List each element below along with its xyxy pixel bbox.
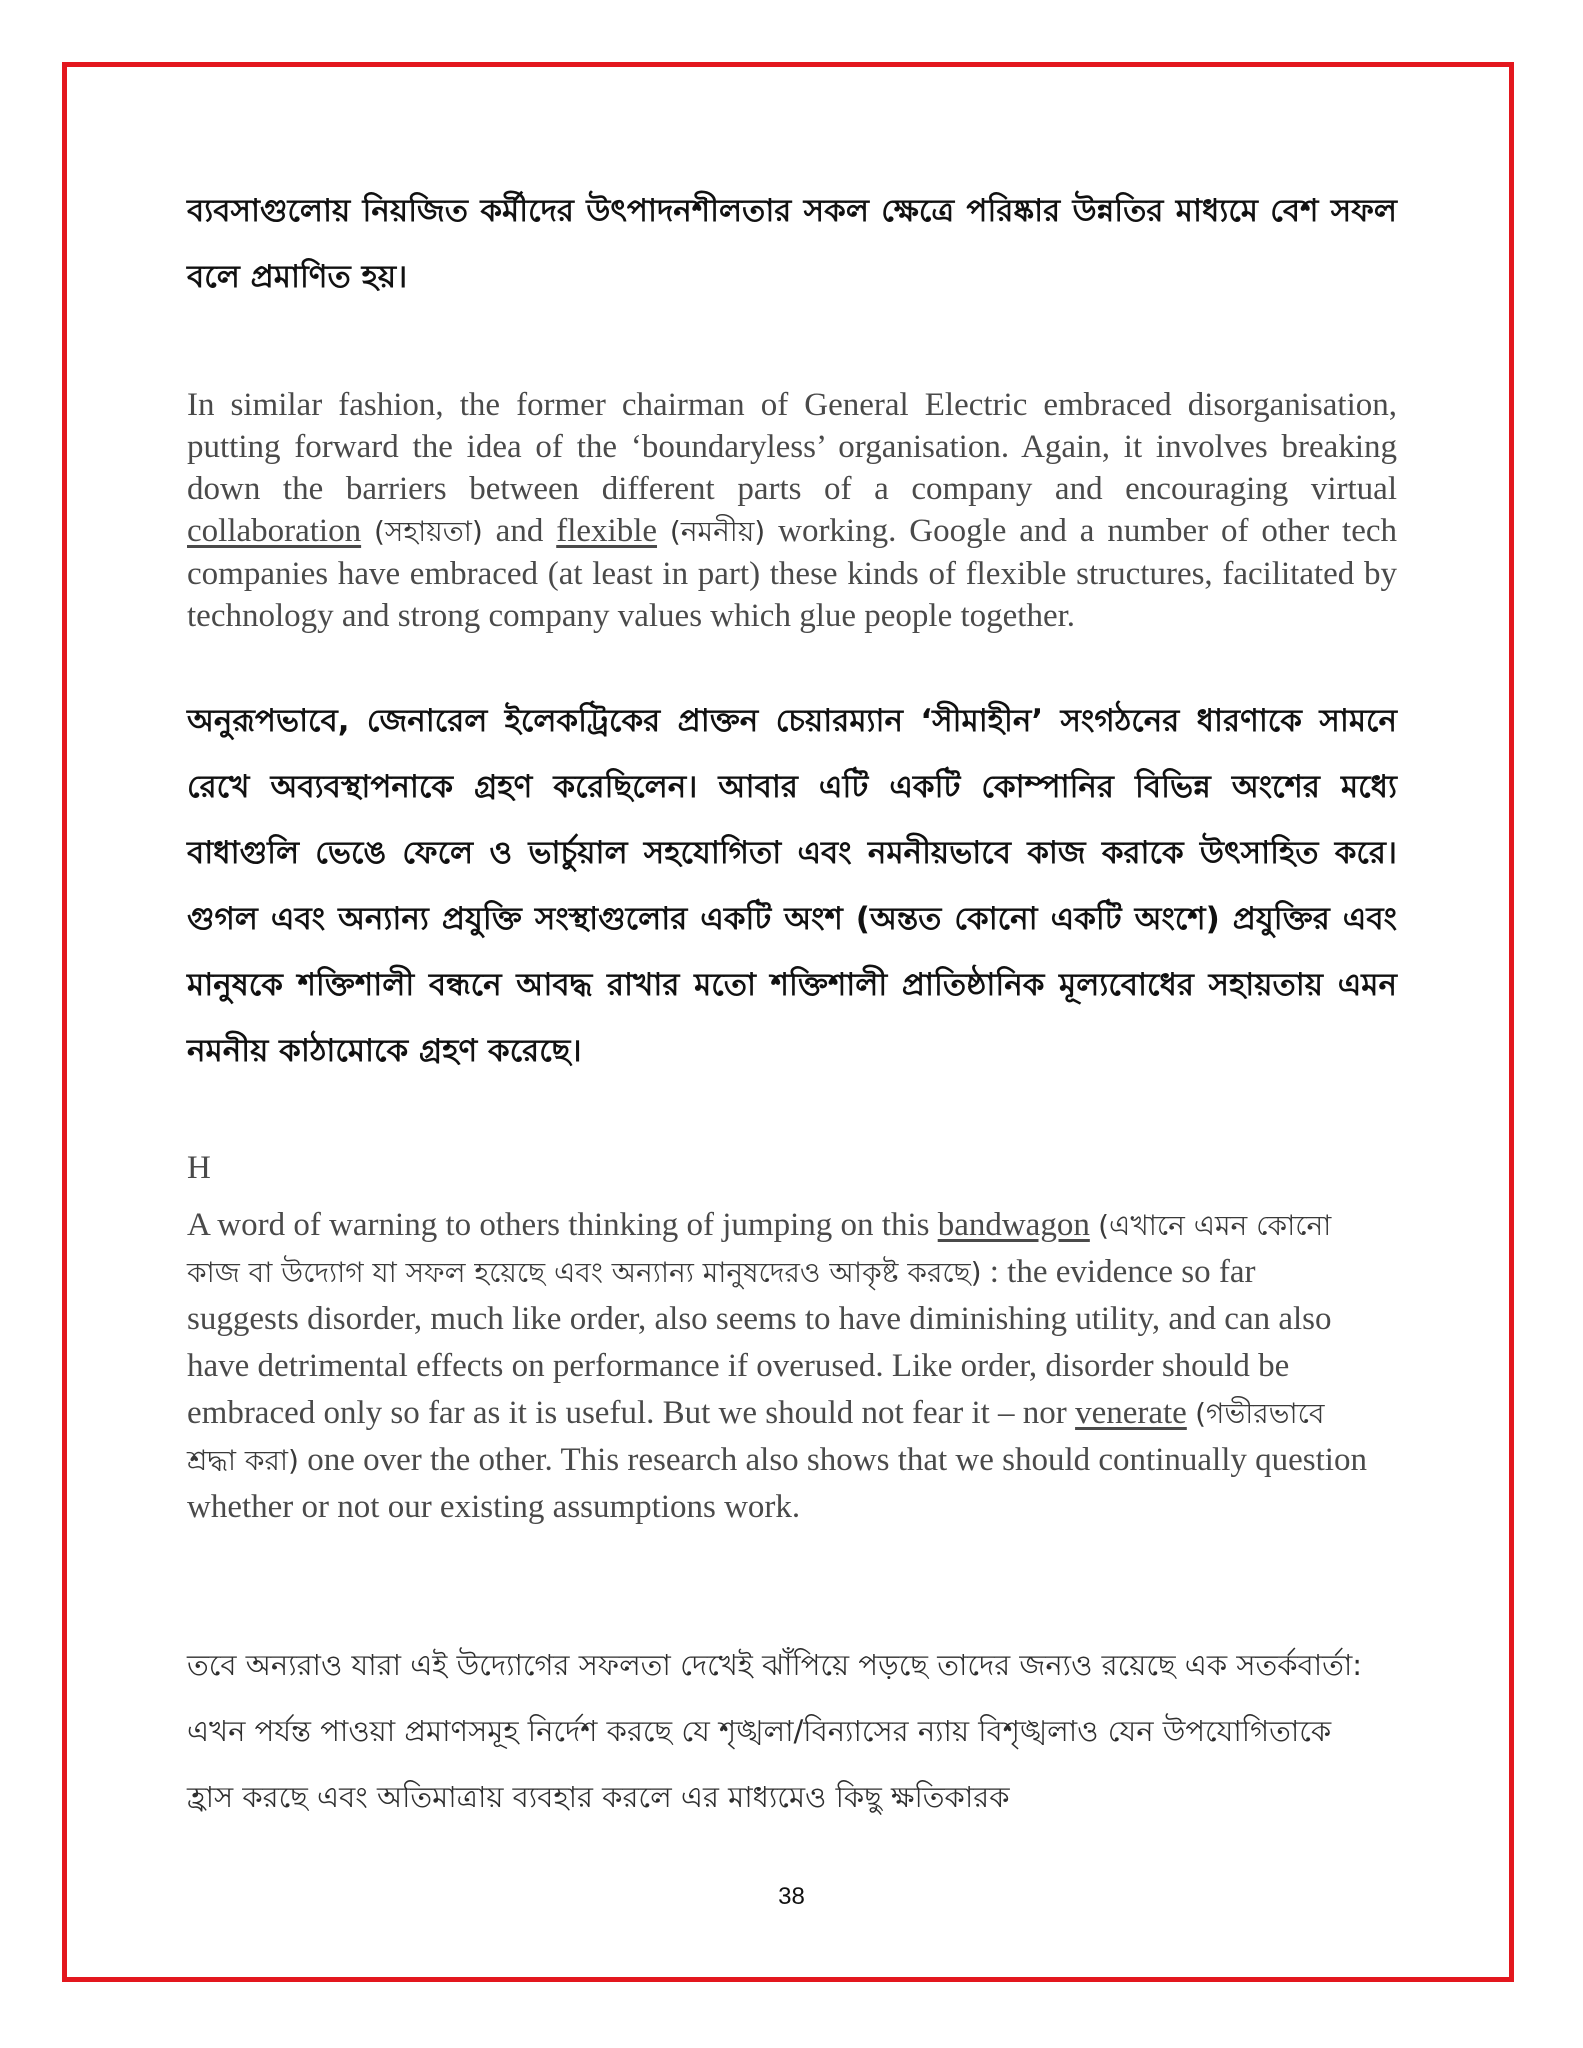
paragraph-text: one over the other. This research also shows that we should continually question whether or not our existing assumptions work. — [187, 1442, 1367, 1525]
paragraph-english-section-h — [187, 1202, 1367, 1531]
paragraph-english-general-electric — [187, 384, 1397, 637]
page-number: 38 — [778, 1883, 805, 1910]
paragraph-text: working. Google and a number of other tech companies have embraced (at least in part) these kinds of flexible structures, facilitated by technology and strong company values which glue people together. — [187, 513, 1398, 634]
vocab-gloss-flexible: (নমনীয়) — [669, 515, 766, 548]
vocab-gloss-collaboration: (সহায়তা) — [374, 515, 483, 548]
paragraph-text: In similar fashion, the former chairman of General Electric embraced disorganisation, putting forward the idea of the ‘boundaryless’ organisation. Again, it involves breaking down the barriers between different parts of a company and encouraging virtual — [187, 387, 1397, 507]
vocab-term-bandwagon: bandwagon — [937, 1207, 1090, 1243]
vocab-term-venerate: venerate — [1075, 1395, 1187, 1431]
paragraph-bengali-intro: ব্যবসাগুলোয় নিয়জিত কর্মীদের উৎপাদনশীলতার সকল ক্ষেত্রে পরিষ্কার উন্নতির মাধ্যমে বেশ সফল বলে প্রমাণিত হয়। — [187, 193, 1397, 295]
vocab-term-flexible: flexible — [556, 513, 658, 549]
vocab-gloss-bandwagon: (এখানে এমন কোনো কাজ বা উদ্যোগ যা সফল হয়েছে এবং অন্যান্য মানুষদেরও আকৃষ্ট করছে) — [187, 1209, 1332, 1289]
paragraph-text: : the evidence so far suggests disorder, much like order, also seems to have diminishing utility, and can also have detrimental effects on performance if overused. Like order, disorder should be embraced only so far as it is useful. But we should not fear it – nor — [187, 1254, 1332, 1431]
vocab-term-collaboration: collaboration — [187, 513, 362, 549]
section-letter-h: H — [187, 1150, 211, 1186]
paragraph-text: and — [482, 513, 557, 549]
vocab-gloss-venerate: (গভীরভাবে শ্রদ্ধা করা) — [187, 1397, 1325, 1477]
paragraph-text: A word of warning to others thinking of jumping on this — [187, 1207, 938, 1243]
paragraph-bengali-general-electric: অনুরূপভাবে, জেনারেল ইলেকট্রিকের প্রাক্তন চেয়ারম্যান ‘সীমাহীন’ সংগঠনের ধারণাকে সামনে রেখে অব্যবস্থাপনাকে গ্রহণ করেছিলেন। আবার এটি একটি কোম্পানির বিভিন্ন অংশের মধ্যে বাধাগুলি ভেঙে ফেলে ও ভার্চুয়াল সহযোগিতা এবং নমনীয়ভাবে কাজ করাকে উৎসাহিত করে। গুগল এবং অন্যান্য প্রযুক্তি সংস্থাগুলোর একটি অংশ (অন্তত কোনো একটি অংশে) প্রযুক্তির এবং মানুষকে শক্তিশালী বন্ধনে আবদ্ধ রাখার মতো শক্তিশালী প্রাতিষ্ঠানিক মূল্যবোধের সহায়তায় এমন নমনীয় কাঠামোকে গ্রহণ করেছে। — [187, 703, 1397, 1069]
paragraph-bengali-section-h: তবে অন্যরাও যারা এই উদ্যোগের সফলতা দেখেই ঝাঁপিয়ে পড়ছে তাদের জন্যও রয়েছে এক সতর্কবার্তা: এখন পর্যন্ত পাওয়া প্রমাণসমূহ নির্দেশ করছে যে শৃঙ্খলা/বিন্যাসের ন্যায় বিশৃঙ্খলাও যেন উপযোগিতাকে হ্রাস করছে এবং অতিমাত্রায় ব্যবহার করলে এর মাধ্যমেও কিছু ক্ষতিকারক — [187, 1648, 1363, 1814]
